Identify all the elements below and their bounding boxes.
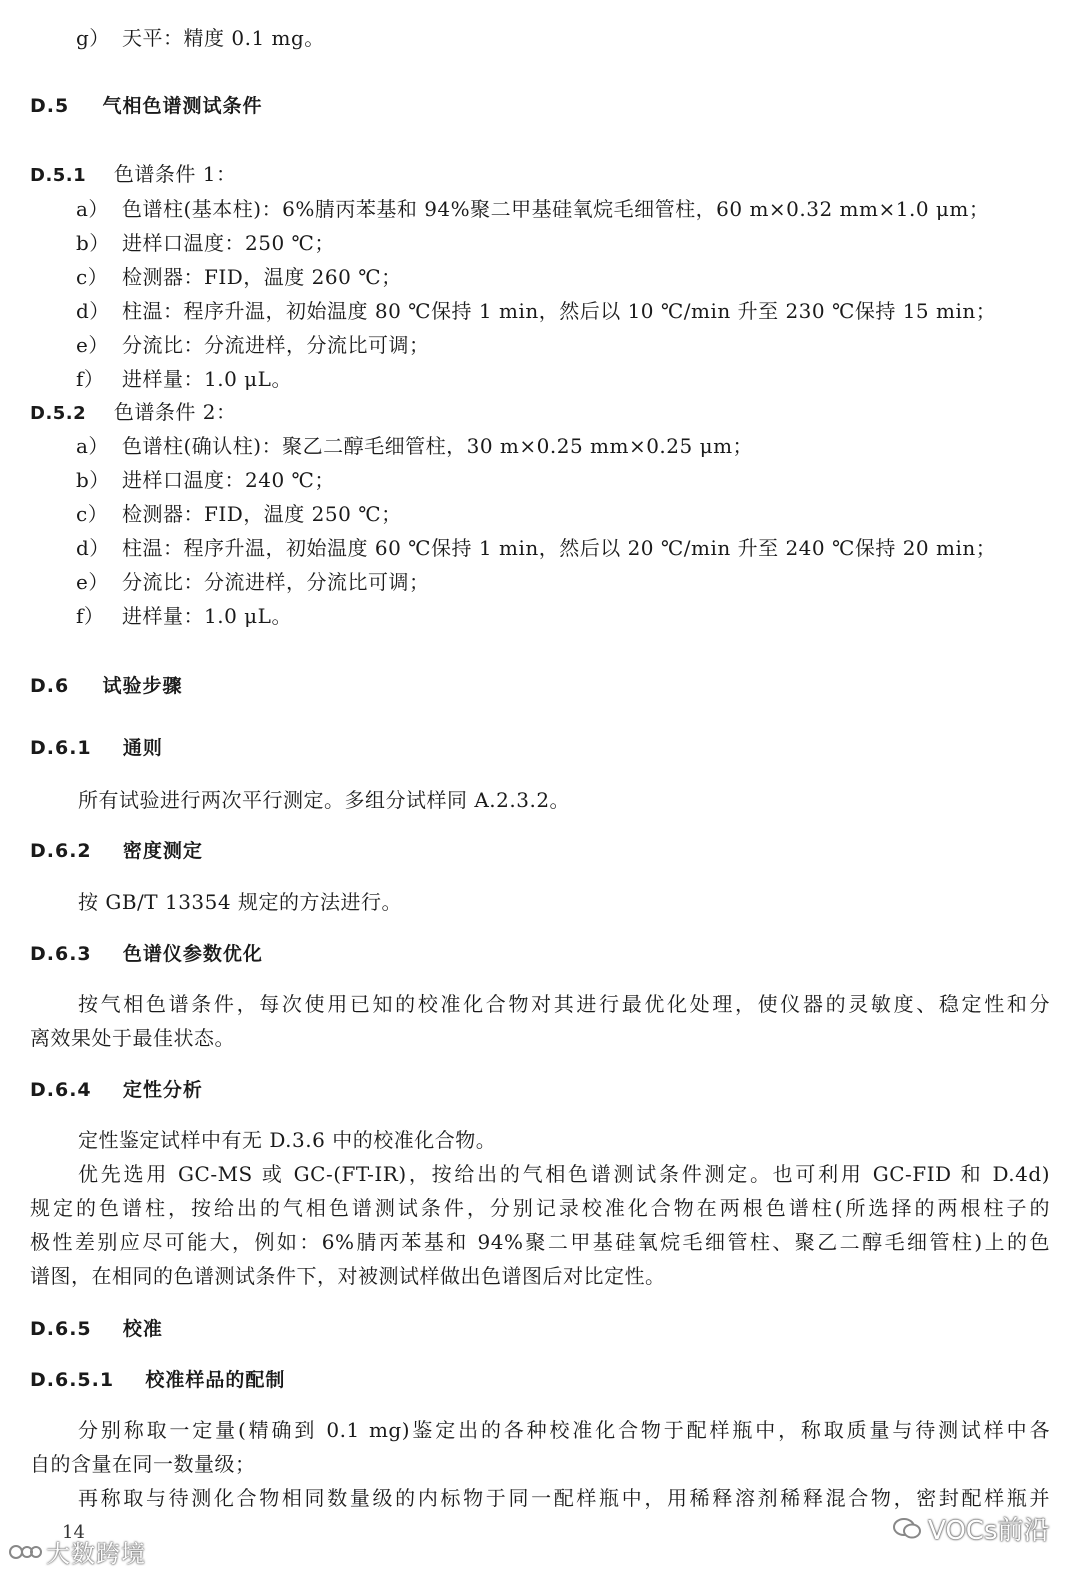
section-number: D.5 [30, 95, 70, 117]
subsection-heading-d51 [30, 160, 236, 190]
paragraph-line: 再称取与待测化合物相同数量级的内标物于同一配样瓶中，用稀释溶剂稀释混合物，密封配样瓶并 [78, 1486, 1050, 1510]
list-item [76, 195, 989, 223]
brand-logo-icon [8, 1541, 42, 1563]
wechat-icon [892, 1516, 922, 1542]
list-label: e） [76, 570, 109, 594]
section-heading-d6 [30, 672, 182, 700]
list-label: d） [76, 536, 110, 560]
subsection-heading-d64 [30, 1076, 203, 1104]
list-label: a） [76, 434, 109, 458]
list-text: 分流比：分流进样，分流比可调； [122, 333, 430, 357]
section-title: 色谱条件 2： [113, 400, 237, 424]
section-title: 校准样品的配制 [145, 1369, 286, 1391]
section-title: 通则 [122, 737, 163, 759]
paragraph-line: 规定的色谱柱，按给出的气相色谱测试条件，分别记录校准化合物在两根色谱柱(所选择的两根柱子的 [30, 1196, 1050, 1220]
section-number: D.5.2 [30, 403, 87, 424]
list-item [76, 432, 753, 460]
section-heading-d5 [30, 92, 262, 120]
subsection-heading-d63 [30, 940, 263, 968]
list-text: 进样量：1.0 μL。 [122, 367, 292, 391]
watermark-left [8, 1534, 146, 1569]
list-text: 检测器：FID，温度 250 ℃； [122, 502, 402, 526]
list-text: 色谱柱(基本柱)：6%腈丙苯基和 94%聚二甲基硅氧烷毛细管柱，60 m×0.32 mm×1.0 μm； [122, 197, 990, 221]
list-item [76, 24, 325, 52]
paragraph: 所有试验进行两次平行测定。多组分试样同 A.2.3.2。 [78, 788, 571, 812]
list-text: 进样量：1.0 μL。 [122, 604, 292, 628]
list-text: 分流比：分流进样，分流比可调； [122, 570, 430, 594]
list-label: b） [76, 231, 110, 255]
section-title: 气相色谱测试条件 [102, 95, 263, 117]
section-title: 试验步骤 [102, 675, 183, 697]
section-title: 色谱仪参数优化 [122, 943, 263, 965]
list-item [76, 602, 292, 630]
list-item [76, 263, 402, 291]
paragraph-line: 优先选用 GC-MS 或 GC-(FT-IR)，按给出的气相色谱测试条件测定。也可利用 GC-FID 和 D.4d) [78, 1162, 1050, 1186]
watermark-right [892, 1510, 1050, 1547]
list-text: 检测器：FID，温度 260 ℃； [122, 265, 402, 289]
paragraph-line: 离效果处于最佳状态。 [30, 1026, 235, 1050]
list-label: e） [76, 333, 109, 357]
section-number: D.6.3 [30, 943, 92, 965]
list-item [76, 229, 335, 257]
page-number: 14 [62, 1522, 85, 1543]
list-item [76, 331, 430, 359]
section-number: D.6.4 [30, 1079, 92, 1101]
list-text: 色谱柱(确认柱)：聚乙二醇毛细管柱，30 m×0.25 mm×0.25 μm； [122, 434, 754, 458]
section-number: D.6 [30, 675, 70, 697]
section-number: D.5.1 [30, 165, 87, 186]
section-number: D.6.5.1 [30, 1369, 115, 1391]
list-text: 进样口温度：240 ℃； [122, 468, 335, 492]
list-text: 天平：精度 0.1 mg。 [122, 26, 325, 50]
section-number: D.6.5 [30, 1318, 92, 1340]
subsection-heading-d65 [30, 1315, 163, 1343]
section-title: 校准 [122, 1318, 163, 1340]
list-text: 进样口温度：250 ℃； [122, 231, 335, 255]
section-number: D.6.1 [30, 737, 92, 759]
section-number: D.6.2 [30, 840, 92, 862]
paragraph-line: 自的含量在同一数量级； [30, 1452, 256, 1476]
paragraph-line: 定性鉴定试样中有无 D.3.6 中的校准化合物。 [78, 1128, 497, 1152]
subsection-heading-d52 [30, 398, 236, 428]
list-item [76, 466, 335, 494]
list-item [76, 534, 996, 562]
watermark-text: 大数跨境 [46, 1540, 146, 1568]
paragraph-line: 分别称取一定量(精确到 0.1 mg)鉴定出的各种校准化合物于配样瓶中，称取质量与待测试样中各 [78, 1418, 1050, 1442]
list-item [76, 365, 292, 393]
list-item [76, 297, 996, 325]
paragraph-line: 谱图，在相同的色谱测试条件下，对被测试样做出色谱图后对比定性。 [30, 1264, 666, 1288]
list-label: f） [76, 367, 105, 391]
list-item [76, 500, 402, 528]
section-title: 色谱条件 1： [113, 162, 237, 186]
section-title: 密度测定 [122, 840, 203, 862]
list-label: c） [76, 502, 109, 526]
list-label: c） [76, 265, 109, 289]
subsection-heading-d61 [30, 734, 163, 762]
subsection-heading-d62 [30, 837, 203, 865]
list-text: 柱温：程序升温，初始温度 60 ℃保持 1 min，然后以 20 ℃/min 升至 240 ℃保持 20 min； [122, 536, 997, 560]
paragraph: 按 GB/T 13354 规定的方法进行。 [78, 890, 402, 914]
list-label: g） [76, 26, 110, 50]
watermark-text: VOCs前沿 [928, 1516, 1050, 1546]
list-label: f） [76, 604, 105, 628]
list-text: 柱温：程序升温，初始温度 80 ℃保持 1 min，然后以 10 ℃/min 升至 230 ℃保持 15 min； [122, 299, 997, 323]
list-label: a） [76, 197, 109, 221]
list-label: d） [76, 299, 110, 323]
list-label: b） [76, 468, 110, 492]
paragraph-line: 极性差别应尽可能大，例如：6%腈丙苯基和 94%聚二甲基硅氧烷毛细管柱、聚乙二醇毛细管柱)上的色 [30, 1230, 1050, 1254]
list-item [76, 568, 430, 596]
section-title: 定性分析 [122, 1079, 203, 1101]
paragraph-line: 按气相色谱条件，每次使用已知的校准化合物对其进行最优化处理，使仪器的灵敏度、稳定性和分 [78, 992, 1050, 1016]
subsection-heading-d651 [30, 1366, 285, 1394]
